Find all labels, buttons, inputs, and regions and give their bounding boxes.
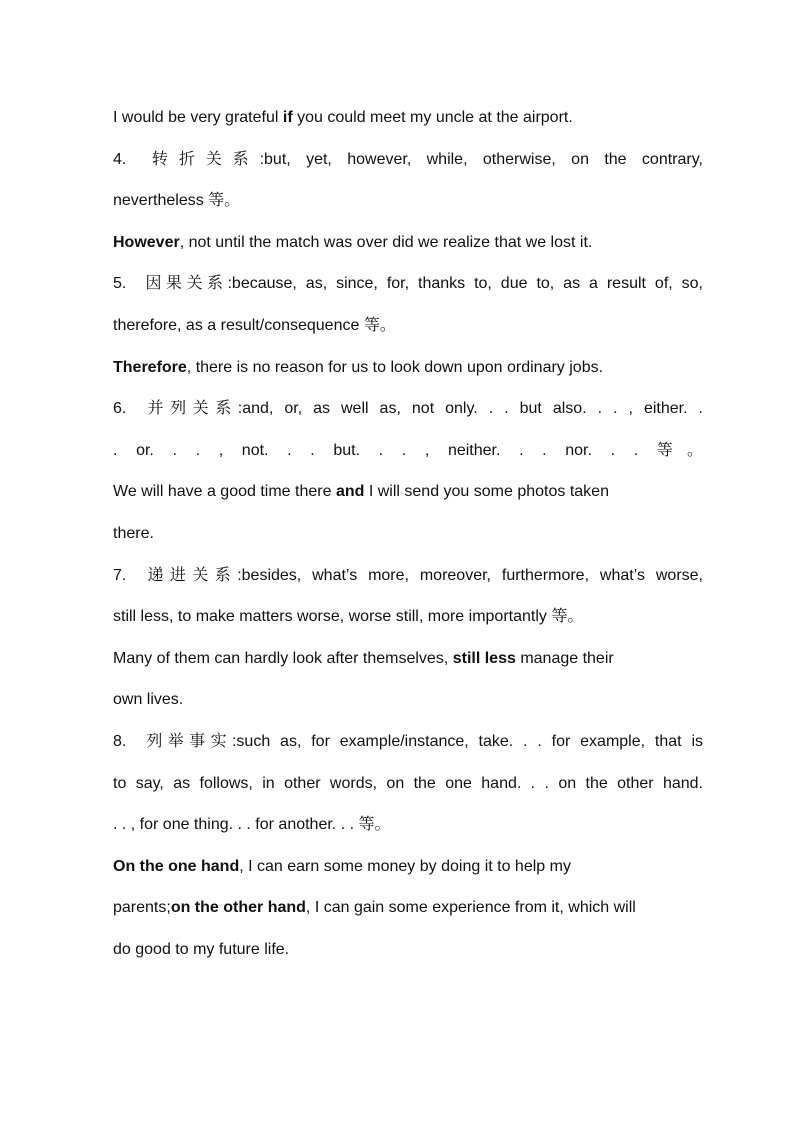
text-line	[113, 638, 703, 680]
text-line	[113, 513, 703, 555]
text-line	[113, 471, 703, 513]
text-line	[113, 388, 703, 430]
text-segment: 因果关系:because, as, since, for, thanks to, due to, as a result of, so,	[141, 275, 703, 293]
text-line	[113, 721, 703, 763]
text-segment: . or. . . , not. . . but. . . , neither. . . nor. . . 等。	[113, 441, 703, 459]
bold-keyword: on the other hand	[170, 899, 306, 917]
bold-keyword: Therefore	[113, 358, 187, 376]
text-line	[113, 222, 703, 264]
text-line	[113, 846, 703, 888]
text-segment: own lives.	[113, 691, 184, 709]
bold-keyword: and	[335, 483, 365, 501]
text-segment: Many of them can hardly look after themselves,	[113, 649, 453, 667]
text-line	[113, 596, 703, 638]
item-number: 7.	[113, 566, 127, 584]
text-segment: there.	[113, 524, 154, 542]
text-segment: manage their	[515, 649, 614, 667]
text-line	[113, 347, 703, 389]
text-line	[113, 804, 703, 846]
document-page	[113, 97, 703, 970]
text-segment: 并列关系:and, or, as well as, not only. . . but also. . . , either. .	[141, 400, 703, 418]
text-line	[113, 305, 703, 347]
text-line	[113, 97, 703, 139]
text-segment: , I can gain some experience from it, which will	[305, 899, 636, 917]
text-segment: I will send you some photos taken	[364, 483, 609, 501]
text-segment: you could meet my uncle at the airport.	[292, 109, 573, 126]
text-segment: parents;	[113, 899, 171, 917]
text-segment: 递进关系:besides, what’s more, moreover, furthermore, what’s worse,	[141, 566, 703, 584]
text-line	[113, 555, 703, 597]
text-segment: to say, as follows, in other words, on the one hand. . . on the other hand.	[113, 774, 703, 792]
text-line	[113, 180, 703, 222]
item-number: 4.	[113, 150, 127, 168]
text-line	[113, 929, 703, 971]
bold-keyword: On the one hand	[113, 857, 240, 875]
text-segment: do good to my future life.	[113, 940, 290, 958]
text-line	[113, 263, 703, 305]
item-number: 6.	[113, 400, 127, 418]
text-segment: , I can earn some money by doing it to help my	[239, 857, 571, 875]
text-segment: nevertheless 等。	[113, 192, 241, 210]
text-line	[113, 887, 703, 929]
text-line	[113, 763, 703, 805]
text-segment: therefore, as a result/consequence 等。	[113, 316, 396, 334]
text-line	[113, 139, 703, 181]
text-segment: , not until the match was over did we realize that we lost it.	[179, 233, 593, 251]
text-segment: , there is no reason for us to look down upon ordinary jobs.	[186, 358, 604, 376]
bold-keyword: still less	[452, 649, 516, 667]
text-line	[113, 430, 703, 472]
text-segment: 转折关系:but, yet, however, while, otherwise, on the contrary,	[141, 150, 703, 168]
bold-keyword: if	[282, 109, 293, 126]
text-segment: 列举事实:such as, for example/instance, take. . . for example, that is	[141, 732, 703, 750]
text-segment: I would be very grateful	[113, 109, 283, 126]
item-number: 5.	[113, 275, 127, 293]
text-segment: . . , for one thing. . . for another. . . 等。	[113, 816, 391, 834]
item-number: 8.	[113, 732, 127, 750]
text-line	[113, 679, 703, 721]
text-segment: We will have a good time there	[113, 483, 336, 501]
text-segment: still less, to make matters worse, worse still, more importantly 等。	[113, 608, 584, 626]
bold-keyword: However	[113, 233, 180, 251]
